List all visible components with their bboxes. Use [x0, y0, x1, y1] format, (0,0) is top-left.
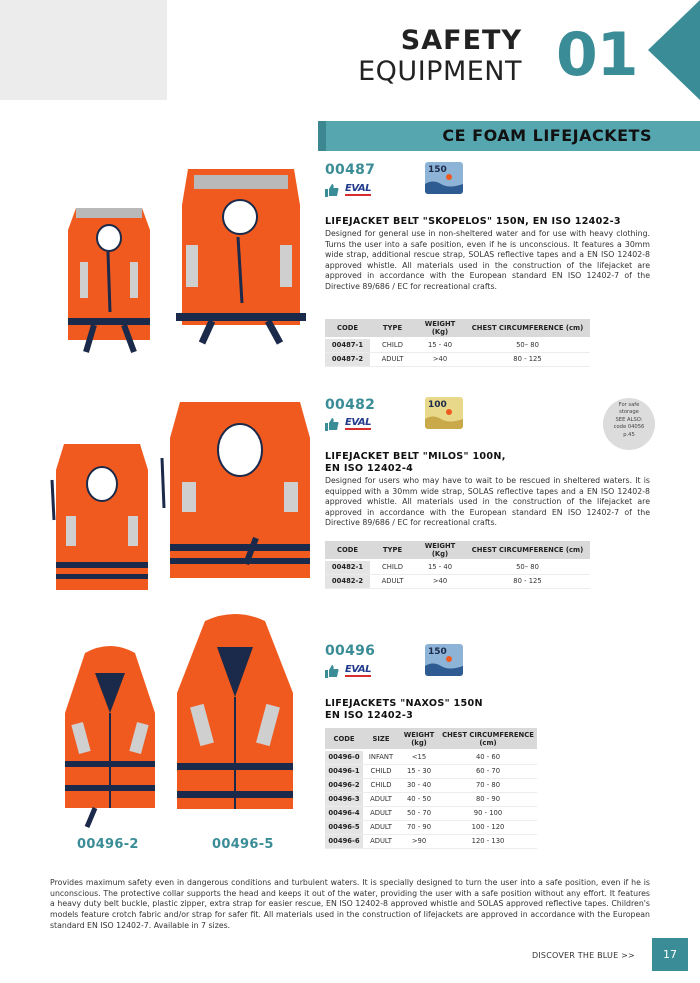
- table-row: [325, 352, 590, 366]
- table-row: [325, 764, 537, 778]
- table-cell: ADULT: [370, 574, 415, 588]
- table-cell: INFANT: [363, 750, 399, 764]
- table-cell: 80 - 90: [439, 792, 537, 806]
- table-cell: CHILD: [363, 764, 399, 778]
- section-bar-stripe: [318, 121, 326, 151]
- column-header: CODE: [325, 319, 370, 338]
- storage-note-circle: [603, 398, 655, 450]
- table-cell: ADULT: [363, 792, 399, 806]
- table-cell: >40: [415, 574, 465, 588]
- table-cell: 80 - 125: [465, 574, 590, 588]
- column-header: WEIGHT (kg): [399, 728, 439, 750]
- page-number: 17: [652, 938, 688, 971]
- table-cell: 90 - 100: [439, 806, 537, 820]
- product-code-00487: 00487: [325, 162, 376, 178]
- table-row: [325, 560, 590, 574]
- table-row: [325, 792, 537, 806]
- spec-table-00482: [325, 541, 590, 589]
- buoyancy-100n-badge-icon: [425, 397, 463, 429]
- column-header: CODE: [325, 541, 370, 560]
- badge-label: 150: [428, 647, 447, 657]
- thumbs-up-icon: [325, 417, 339, 431]
- table-cell: 00496-4: [325, 806, 363, 820]
- note-line: code 04056: [613, 424, 645, 431]
- table-cell: ADULT: [363, 834, 399, 848]
- table-cell: ADULT: [363, 806, 399, 820]
- product-title-line: EN ISO 12402-4: [325, 463, 414, 474]
- column-header: WEIGHT (Kg): [415, 541, 465, 560]
- table-cell: 00482-1: [325, 560, 370, 574]
- product-title-milos: [325, 451, 655, 475]
- table-cell: 00496-6: [325, 834, 363, 848]
- table-cell: 50 - 70: [399, 806, 439, 820]
- table-cell: 50– 80: [465, 560, 590, 574]
- table-cell: 15 - 40: [415, 338, 465, 352]
- table-cell: 50– 80: [465, 338, 590, 352]
- table-cell: 40 - 60: [439, 750, 537, 764]
- section-title-bar: [318, 121, 700, 151]
- table-cell: 00482-2: [325, 574, 370, 588]
- table-row: [325, 820, 537, 834]
- eval-logo: EVAL: [345, 664, 372, 675]
- column-header: CHEST CIRCUMFERENCE (cm): [439, 728, 537, 750]
- lifejacket-image-adult-00482-2: [160, 398, 320, 598]
- image-caption: 00496-2: [77, 837, 139, 852]
- thumbs-up-icon: [325, 183, 339, 197]
- header-chevron-shape: [648, 0, 700, 100]
- lifejacket-image-child-00482-1: [50, 440, 155, 600]
- table-row: [325, 806, 537, 820]
- spec-table-00487: [325, 319, 590, 367]
- table-cell: CHILD: [370, 338, 415, 352]
- product-title-line: LIFEJACKETS "NAXOS" 150N: [325, 698, 483, 709]
- table-cell: 00487-1: [325, 338, 370, 352]
- discover-the-blue-link[interactable]: DISCOVER THE BLUE >>: [532, 951, 635, 960]
- table-cell: 00496-3: [325, 792, 363, 806]
- spec-table-00496: [325, 728, 537, 849]
- column-header: TYPE: [370, 541, 415, 560]
- page-title: [358, 26, 522, 88]
- column-header: SIZE: [363, 728, 399, 750]
- product-title-skopelos: LIFEJACKET BELT "SKOPELOS" 150N, EN ISO 12402-3: [325, 216, 621, 227]
- note-line: SEE ALSO:: [615, 416, 643, 423]
- table-cell: 70 - 80: [439, 778, 537, 792]
- table-cell: 40 - 50: [399, 792, 439, 806]
- eval-logo: EVAL: [345, 183, 372, 194]
- table-cell: 100 - 120: [439, 820, 537, 834]
- product-title-line: EN ISO 12402-3: [325, 710, 414, 721]
- footer-description: Provides maximum safety even in dangerous conditions and turbulent waters. It is specially designed to turn the user into a safe position, even if he is unconscious. The protective collar supports the head and keeps it out of the water, providing the user with a safe position without any effort. It features a heavy duty belt buckle, plastic zipper, extra strap for easier rescue, EN ISO 12402-8 approved whistle and SOLAS approved reflective tapes. Children's models feature crotch fabric and/or strap for safer fit. All materials used in the construction of lifejackets are approved in accordance with the European standard EN ISO 12402-7. Available in 7 sizes.: [50, 878, 650, 930]
- note-line: p.45: [623, 431, 635, 438]
- lifejacket-image-child-00487-1: [64, 200, 154, 360]
- title-line-2: EQUIPMENT: [358, 56, 522, 87]
- buoyancy-150n-badge-icon: [425, 644, 463, 676]
- table-cell: 15 - 30: [399, 764, 439, 778]
- column-header: CHEST CIRCUMFERENCE (cm): [465, 319, 590, 338]
- table-cell: 00496-5: [325, 820, 363, 834]
- table-cell: 00496-1: [325, 764, 363, 778]
- thumbs-up-icon: [325, 664, 339, 678]
- table-row: [325, 574, 590, 588]
- table-cell: 00496-0: [325, 750, 363, 764]
- section-title: CE FOAM LIFEJACKETS: [442, 126, 652, 145]
- column-header: WEIGHT (Kg): [415, 319, 465, 338]
- table-row: [325, 834, 537, 848]
- table-cell: CHILD: [363, 778, 399, 792]
- table-cell: 70 - 90: [399, 820, 439, 834]
- table-cell: 60 - 70: [439, 764, 537, 778]
- eval-logo: EVAL: [345, 417, 372, 428]
- lifejacket-image-00496-5: [165, 613, 305, 835]
- buoyancy-150n-badge-icon: [425, 162, 463, 194]
- table-cell: CHILD: [370, 560, 415, 574]
- lifejacket-image-00496-2: [55, 643, 165, 833]
- title-line-1: SAFETY: [400, 25, 522, 56]
- table-cell: <15: [399, 750, 439, 764]
- column-header: CODE: [325, 728, 363, 750]
- product-title-naxos: [325, 698, 655, 722]
- badge-label: 150: [428, 165, 447, 175]
- note-line: storage: [619, 409, 639, 416]
- table-cell: ADULT: [370, 352, 415, 366]
- table-cell: 120 - 130: [439, 834, 537, 848]
- table-cell: 15 - 40: [415, 560, 465, 574]
- table-row: [325, 750, 537, 764]
- table-row: [325, 778, 537, 792]
- product-description-skopelos: Designed for general use in non-sheltered water and for use with heavy clothing. Turns the user into a safe position, even if he is unconscious. It features a 30mm wide strap, additional rescue strap, SOLAS reflective tapes and a EN ISO 12402-8 approved whistle. All materials used in the construction of the lifejacket are approved in accordance with the European standard EN ISO 12402-7 of the Directive 89/686 / EC for recreational crafts.: [325, 229, 650, 291]
- header-grey-block: [0, 0, 167, 100]
- lifejacket-image-adult-00487-2: [172, 165, 310, 350]
- column-header: CHEST CIRCUMFERENCE (cm): [465, 541, 590, 560]
- note-line: For safe: [618, 402, 640, 408]
- product-code-00482: 00482: [325, 397, 376, 413]
- section-number: 01: [556, 20, 638, 90]
- table-row: [325, 338, 590, 352]
- table-cell: 30 - 40: [399, 778, 439, 792]
- table-cell: >40: [415, 352, 465, 366]
- product-description-milos: Designed for users who may have to wait to be rescued in sheltered waters. It is equipped with a 30mm wide strap, SOLAS reflective tapes and a EN ISO 12402-8 approved whistle. All materials used in the construction of the lifejacket are approved in accordance with the European standard EN ISO 12402-7 of the Directive 89/686 / EC for recreational crafts.: [325, 476, 650, 528]
- badge-label: 100: [428, 400, 447, 410]
- product-code-00496: 00496: [325, 643, 376, 659]
- column-header: TYPE: [370, 319, 415, 338]
- table-cell: ADULT: [363, 820, 399, 834]
- table-cell: 00496-2: [325, 778, 363, 792]
- table-cell: 00487-2: [325, 352, 370, 366]
- table-cell: 80 - 125: [465, 352, 590, 366]
- image-caption: 00496-5: [212, 837, 274, 852]
- product-title-line: LIFEJACKET BELT "MILOS" 100N,: [325, 451, 506, 462]
- table-cell: >90: [399, 834, 439, 848]
